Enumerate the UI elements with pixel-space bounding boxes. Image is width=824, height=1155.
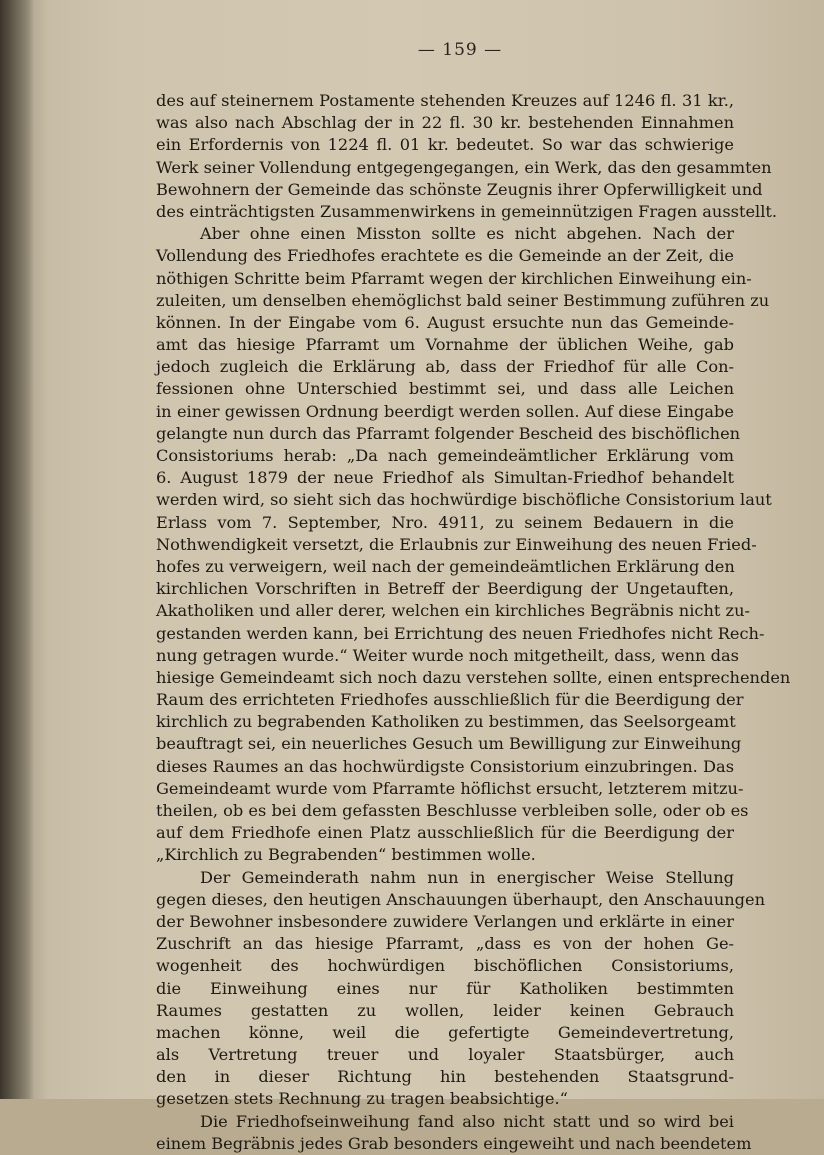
text-line: der Bewohner insbesondere zuwidere Verlangen und erklärte in einer [156,911,734,931]
text-line: die Einweihung eines nur für Katholiken bestimmten [156,978,734,998]
text-line: in einer gewissen Ordnung beerdigt werden sollen. Auf diese Eingabe [156,401,734,421]
text-line: den in dieser Richtung hin bestehenden Staatsgrund- [156,1067,734,1087]
text-line: Akatholiken und aller derer, welchen ein kirchliches Begräbnis nicht zu- [156,601,750,621]
text-line: Raum des errichteten Friedhofes ausschließlich für die Beerdigung der [156,690,744,710]
text-line: Zuschrift an das hiesige Pfarramt, „dass es von der hohen Ge- [156,934,734,954]
text-line: beauftragt sei, ein neuerliches Gesuch um Bewilligung zur Einweihung [156,734,742,754]
text-line: theilen, ob es bei dem gefassten Beschlusse verbleiben solle, oder ob es [156,801,749,820]
text-line: Die Friedhofseinweihung fand also nicht statt und so wird bei [200,1111,734,1131]
body-text [156,90,791,1155]
text-line: hofes zu verweigern, weil nach der gemeindeämtlichen Erklärung den [156,556,735,576]
text-line: gesetzen stets Rechnung zu tragen beabsichtige.“ [156,1089,568,1109]
text-line: nöthigen Schritte beim Pfarramt wegen der kirchlichen Einweihung ein- [156,268,752,288]
text-line: kirchlich zu begrabenden Katholiken zu bestimmen, das Seelsorgeamt [156,712,736,732]
text-line: wogenheit des hochwürdigen bischöflichen Consistoriums, [156,956,734,976]
text-line: nung getragen wurde.“ Weiter wurde noch mitgetheilt, dass, wenn das [156,645,739,665]
text-line: Bewohnern der Gemeinde das schönste Zeugnis ihrer Opferwilligkeit und [156,179,763,199]
text-line: werden wird, so sieht sich das hochwürdige bischöfliche Consistorium laut [156,490,772,510]
text-line: Werk seiner Vollendung entgegengegangen, ein Werk, das den gesammten [156,157,772,177]
text-line: Nothwendigkeit versetzt, die Erlaubnis zur Einweihung des neuen Fried- [156,534,757,554]
text-line: amt das hiesige Pfarramt um Vornahme der üblichen Weihe, gab [156,335,734,355]
text-line: Erlass vom 7. September, Nro. 4911, zu seinem Bedauern in die [156,512,734,532]
text-line: können. In der Eingabe vom 6. August ersuchte nun das Gemeinde- [156,312,734,332]
text-line: fessionen ohne Unterschied bestimmt sei, und dass alle Leichen [156,379,734,399]
text-line: kirchlichen Vorschriften in Betreff der Beerdigung der Ungetauften, [156,579,734,599]
text-line: Aber ohne einen Misston sollte es nicht abgehen. Nach der [200,224,734,244]
text-line: Gemeindeamt wurde vom Pfarramte höflichst ersucht, letzterem mitzu- [156,778,744,798]
text-line: 6. August 1879 der neue Friedhof als Simultan-Friedhof behandelt [156,468,734,488]
text-line: zuleiten, um denselben ehemöglichst bald seiner Bestimmung zuführen zu [156,290,770,310]
text-line: gelangte nun durch das Pfarramt folgender Bescheid des bischöflichen [156,423,741,443]
text-line: auf dem Friedhofe einen Platz ausschließlich für die Beerdigung der [156,823,734,843]
text-line: Consistoriums herab: „Da nach gemeindeämtlicher Erklärung vom [156,446,734,465]
text-line: dieses Raumes an das hochwürdigste Consistorium einzubringen. Das [156,756,734,776]
text-line: Raumes gestatten zu wollen, leider keinen Gebrauch [156,1000,734,1020]
text-line: Vollendung des Friedhofes erachtete es die Gemeinde an der Zeit, die [156,246,734,266]
text-line: als Vertretung treuer und loyaler Staatsbürger, auch [156,1045,734,1065]
text-line: des einträchtigsten Zusammenwirkens in gemeinnützigen Fragen ausstellt. [156,201,778,221]
text-line: hiesige Gemeindeamt sich noch dazu verstehen sollte, einen entsprechenden [156,667,791,687]
text-line: ein Erfordernis von 1224 fl. 01 kr. bedeutet. So war das schwierige [156,135,734,155]
text-line: Der Gemeinderath nahm nun in energischer Weise Stellung [200,867,734,887]
text-line: „Kirchlich zu Begrabenden“ bestimmen wolle. [156,845,536,865]
text-line: einem Begräbnis jedes Grab besonders eingeweiht und nach beendetem [156,1133,752,1153]
text-line: gegen dieses, den heutigen Anschauungen überhaupt, den Anschauungen [156,889,766,909]
text-line: machen könne, weil die gefertigte Gemeindevertretung, [156,1022,734,1042]
text-line: jedoch zugleich die Erklärung ab, dass der Friedhof für alle Con- [156,357,734,377]
text-line: gestanden werden kann, bei Errichtung des neuen Friedhofes nicht Rech- [156,623,765,643]
book-gutter [0,0,34,1099]
page-number: — 159 — [417,40,503,60]
text-line: was also nach Abschlag der in 22 fl. 30 kr. bestehenden Einnahmen [156,113,734,133]
text-line: des auf steinernem Postamente stehenden Kreuzes auf 1246 fl. 31 kr., [156,91,734,110]
